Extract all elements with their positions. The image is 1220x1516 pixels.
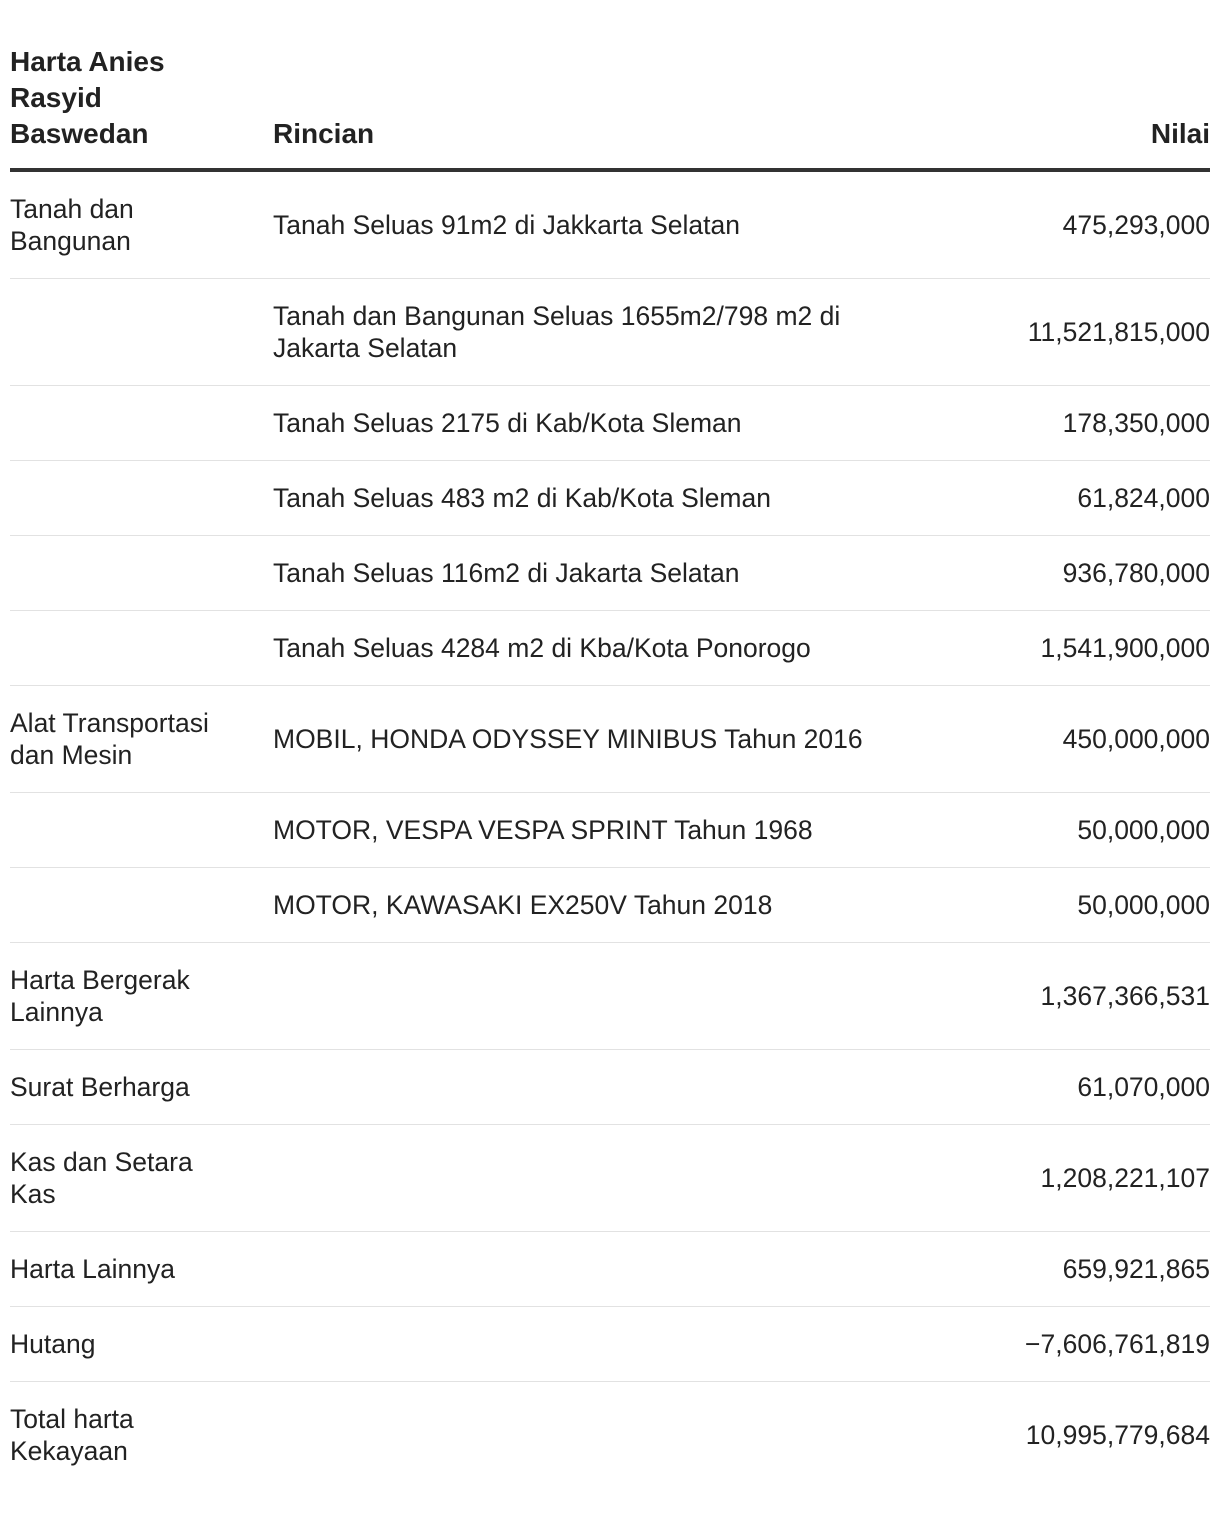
cell-rincian: Tanah Seluas 116m2 di Jakarta Selatan xyxy=(273,536,893,611)
cell-rincian: Tanah Seluas 483 m2 di Kab/Kota Sleman xyxy=(273,461,893,536)
cell-rincian: Tanah Seluas 2175 di Kab/Kota Sleman xyxy=(273,386,893,461)
cell-nilai: 1,208,221,107 xyxy=(893,1125,1210,1232)
cell-rincian xyxy=(273,943,893,1050)
table-header xyxy=(10,44,1210,170)
cell-rincian xyxy=(273,1232,893,1307)
cell-kategori xyxy=(10,386,273,461)
cell-nilai: 450,000,000 xyxy=(893,686,1210,793)
cell-nilai: 50,000,000 xyxy=(893,868,1210,943)
asset-table xyxy=(10,44,1210,1488)
table-row xyxy=(10,793,1210,868)
cell-nilai: 61,824,000 xyxy=(893,461,1210,536)
cell-nilai: 1,541,900,000 xyxy=(893,611,1210,686)
table-row xyxy=(10,461,1210,536)
cell-rincian xyxy=(273,1125,893,1232)
cell-kategori xyxy=(10,793,273,868)
cell-kategori: Harta Bergerak Lainnya xyxy=(10,943,273,1050)
table-row xyxy=(10,1125,1210,1232)
table-row xyxy=(10,386,1210,461)
table-row xyxy=(10,686,1210,793)
table-row xyxy=(10,1232,1210,1307)
table-row xyxy=(10,611,1210,686)
cell-kategori: Total harta Kekayaan xyxy=(10,1404,134,1466)
table-row-total xyxy=(10,1382,1210,1489)
header-nilai: Nilai xyxy=(893,44,1210,170)
table-row xyxy=(10,868,1210,943)
cell-nilai: 659,921,865 xyxy=(893,1232,1210,1307)
cell-nilai: 178,350,000 xyxy=(893,386,1210,461)
cell-kategori: Surat Berharga xyxy=(10,1050,273,1125)
cell-nilai: 475,293,000 xyxy=(893,170,1210,279)
cell-rincian xyxy=(273,1307,893,1382)
cell-kategori: Harta Lainnya xyxy=(10,1232,273,1307)
table-row xyxy=(10,279,1210,386)
cell-rincian: MOBIL, HONDA ODYSSEY MINIBUS Tahun 2016 xyxy=(273,686,893,793)
cell-rincian: Tanah Seluas 4284 m2 di Kba/Kota Ponorogo xyxy=(273,611,893,686)
cell-rincian: MOTOR, KAWASAKI EX250V Tahun 2018 xyxy=(273,868,893,943)
asset-table-container xyxy=(10,44,1210,1488)
cell-rincian: MOTOR, VESPA VESPA SPRINT Tahun 1968 xyxy=(273,793,893,868)
cell-nilai: 10,995,779,684 xyxy=(1025,1420,1210,1450)
table-row xyxy=(10,536,1210,611)
cell-nilai: 1,367,366,531 xyxy=(893,943,1210,1050)
cell-kategori xyxy=(10,868,273,943)
cell-kategori: Tanah dan Bangunan xyxy=(10,170,273,279)
cell-rincian xyxy=(273,1382,893,1489)
table-body xyxy=(10,170,1210,1488)
table-row xyxy=(10,170,1210,279)
header-row xyxy=(10,44,1210,170)
cell-nilai: 50,000,000 xyxy=(893,793,1210,868)
table-row xyxy=(10,1050,1210,1125)
header-rincian: Rincian xyxy=(273,44,893,170)
cell-nilai: 61,070,000 xyxy=(893,1050,1210,1125)
cell-kategori xyxy=(10,611,273,686)
table-row xyxy=(10,943,1210,1050)
cell-kategori xyxy=(10,536,273,611)
table-row xyxy=(10,1307,1210,1382)
cell-kategori: Kas dan Setara Kas xyxy=(10,1125,273,1232)
cell-kategori: Hutang xyxy=(10,1307,273,1382)
cell-nilai: 936,780,000 xyxy=(893,536,1210,611)
cell-rincian: Tanah Seluas 91m2 di Jakkarta Selatan xyxy=(273,170,893,279)
cell-kategori xyxy=(10,279,273,386)
cell-nilai: 11,521,815,000 xyxy=(893,279,1210,386)
header-kategori: Harta Anies Rasyid Baswedan xyxy=(10,44,273,170)
cell-kategori: Alat Transportasi dan Mesin xyxy=(10,686,273,793)
cell-rincian: Tanah dan Bangunan Seluas 1655m2/798 m2 di Jakarta Selatan xyxy=(273,279,893,386)
cell-rincian xyxy=(273,1050,893,1125)
cell-nilai: −7,606,761,819 xyxy=(893,1307,1210,1382)
cell-kategori xyxy=(10,461,273,536)
